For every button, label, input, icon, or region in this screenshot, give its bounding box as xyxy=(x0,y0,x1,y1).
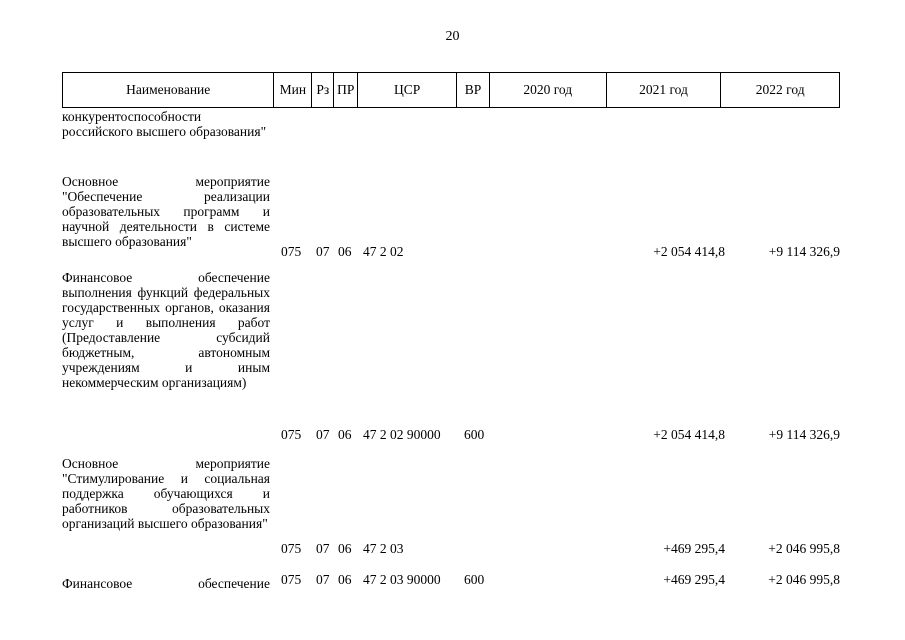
row-rz: 07 xyxy=(316,572,330,587)
row-name: Основное мероприятие "Обеспечение реализации образовательных программ и научной деятельности в системе высшего образования" xyxy=(62,174,270,249)
row-2022: +9 114 326,9 xyxy=(768,244,840,259)
table-header xyxy=(62,72,840,108)
page-number: 20 xyxy=(445,29,460,44)
row-pr: 06 xyxy=(338,572,352,587)
header-vr: ВР xyxy=(457,73,490,107)
row-2021: +469 295,4 xyxy=(663,541,725,556)
row-rz: 07 xyxy=(316,541,330,556)
row-min: 075 xyxy=(281,427,302,442)
row-pr: 06 xyxy=(338,244,352,259)
header-name: Наименование xyxy=(63,73,274,107)
row-min: 075 xyxy=(281,541,302,556)
row-csr: 47 2 03 xyxy=(363,541,404,556)
row-name: конкурентоспособности российского высшего образования" xyxy=(62,109,267,139)
row-min: 075 xyxy=(281,244,302,259)
row-vr: 600 xyxy=(464,427,485,442)
row-csr: 47 2 02 xyxy=(363,244,404,259)
row-2022: +9 114 326,9 xyxy=(768,427,840,442)
row-rz: 07 xyxy=(316,244,330,259)
row-csr: 47 2 02 90000 xyxy=(363,427,441,442)
header-pr: ПР xyxy=(334,73,358,107)
row-name: Финансовое обеспечение выполнения функций федеральных государственных органов, оказания услуг и выполнения работ (Предоставление субсидий бюджетным, автономным учреждениям и иным некоммерческим организациям) xyxy=(62,270,270,390)
header-2020: 2020 год xyxy=(490,73,607,107)
row-vr: 600 xyxy=(464,572,485,587)
row-min: 075 xyxy=(281,572,302,587)
row-rz: 07 xyxy=(316,427,330,442)
header-2021: 2021 год xyxy=(607,73,722,107)
row-2021: +2 054 414,8 xyxy=(653,244,725,259)
row-pr: 06 xyxy=(338,427,352,442)
row-name: Основное мероприятие "Стимулирование и социальная поддержка обучающихся и работников образовательных организаций высшего образования" xyxy=(62,456,270,531)
row-2021: +469 295,4 xyxy=(663,572,725,587)
row-2022: +2 046 995,8 xyxy=(768,541,840,556)
row-name: Финансовое обеспечение xyxy=(62,576,270,591)
header-csr: ЦСР xyxy=(358,73,457,107)
header-min: Мин xyxy=(274,73,312,107)
header-rz: Рз xyxy=(312,73,334,107)
row-pr: 06 xyxy=(338,541,352,556)
row-2021: +2 054 414,8 xyxy=(653,427,725,442)
row-2022: +2 046 995,8 xyxy=(768,572,840,587)
row-csr: 47 2 03 90000 xyxy=(363,572,441,587)
header-2022: 2022 год xyxy=(755,82,805,97)
